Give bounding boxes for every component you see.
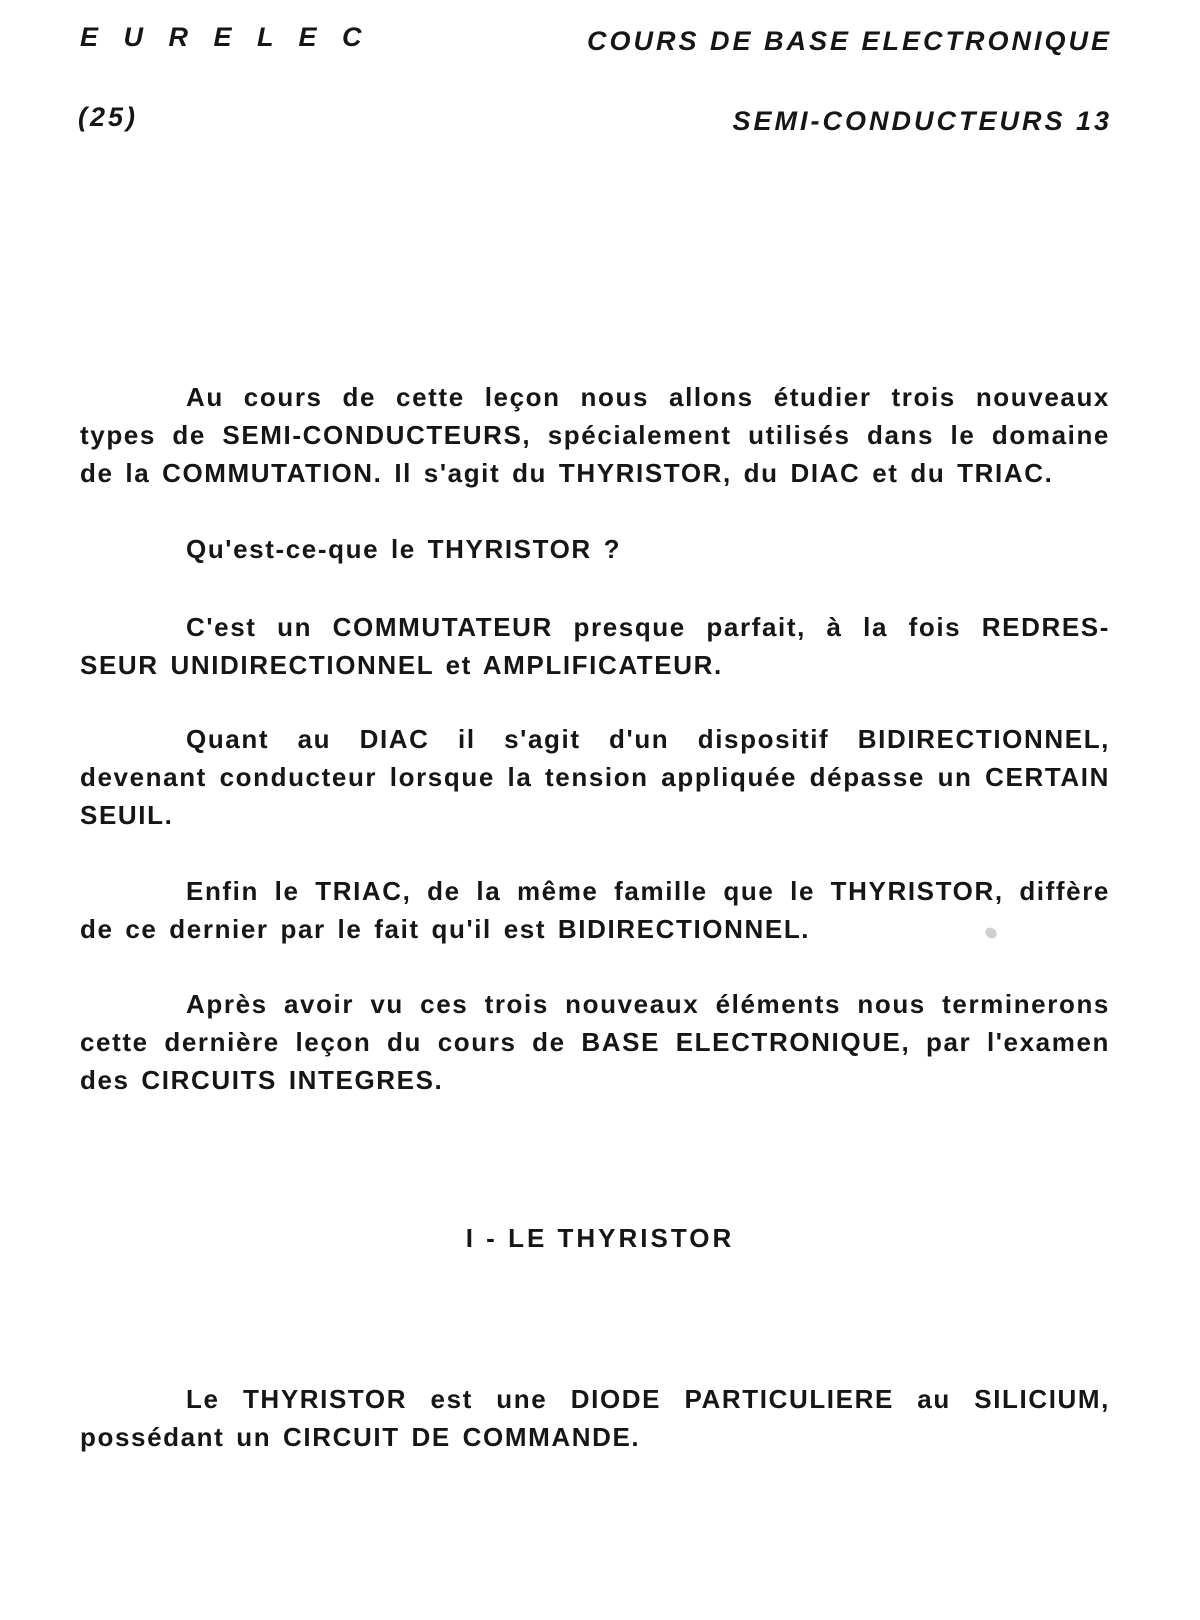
thyristor-definition-paragraph bbox=[80, 608, 1110, 684]
paragraph-text: Qu'est-ce-que le THYRISTOR ? bbox=[186, 534, 622, 564]
question-paragraph bbox=[80, 530, 1110, 568]
paragraph-text: Le THYRISTOR est une DIODE PARTICULIERE au SILICIUM, possédant un CIRCUIT DE COMMANDE. bbox=[80, 1384, 1110, 1452]
section-paragraph bbox=[80, 1380, 1110, 1456]
course-title: COURS DE BASE ELECTRONIQUE bbox=[586, 26, 1112, 56]
paragraph-text: Quant au DIAC il s'agit d'un dispositif BIDIRECTIONNEL, devenant conducteur lorsque la tension appliquée dépasse un CERTAIN SEUIL. bbox=[80, 724, 1110, 830]
triac-paragraph bbox=[80, 872, 1110, 948]
diac-paragraph bbox=[80, 720, 1110, 834]
integrated-circuits-paragraph bbox=[80, 985, 1110, 1099]
intro-paragraph bbox=[80, 378, 1110, 492]
paragraph-text: Enfin le TRIAC, de la même famille que le THYRISTOR, diffère de ce dernier par le fait qu'il est BIDIRECTIONNEL. bbox=[80, 876, 1110, 944]
section-heading: I - LE THYRISTOR bbox=[465, 1223, 735, 1253]
brand-name: E U R E L E C bbox=[80, 22, 371, 52]
paragraph-text: Après avoir vu ces trois nouveaux éléments nous terminerons cette dernière leçon du cours de BASE ELECTRONIQUE, par l'examen des CIRCUITS INTEGRES. bbox=[80, 989, 1110, 1095]
paragraph-text: Au cours de cette leçon nous allons étudier trois nouveaux types de SEMI-CONDUCTEURS, spécialement utilisés dans le domaine de la COMMUTATION. Il s'agit du THYRISTOR, du DIAC et du TRIAC. bbox=[80, 382, 1110, 488]
paragraph-text: C'est un COMMUTATEUR presque parfait, à la fois REDRES-SEUR UNIDIRECTIONNEL et AMPLIFICATEUR. bbox=[80, 612, 1110, 680]
series-title: SEMI-CONDUCTEURS 13 bbox=[732, 106, 1112, 136]
page-number: (25) bbox=[78, 102, 139, 132]
